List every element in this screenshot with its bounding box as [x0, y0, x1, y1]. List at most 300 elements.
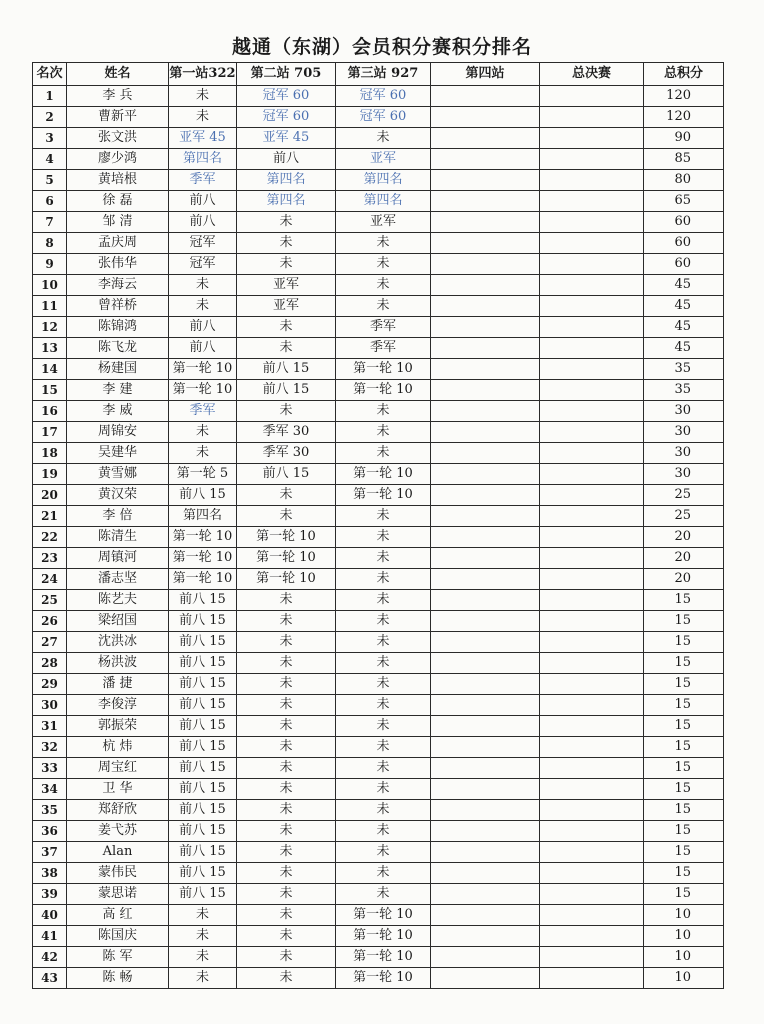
stage-1-cell: 前八 15: [169, 590, 237, 611]
total-cell: 45: [644, 296, 724, 317]
stage-2-cell: 前八: [237, 149, 336, 170]
total-cell: 15: [644, 695, 724, 716]
rank-cell: 7: [33, 212, 67, 233]
stage-1-cell: 前八 15: [169, 485, 237, 506]
total-cell: 15: [644, 800, 724, 821]
rank-cell: 10: [33, 275, 67, 296]
rank-cell: 36: [33, 821, 67, 842]
stage-1-cell: 前八 15: [169, 674, 237, 695]
stage-3-cell: 未: [336, 401, 431, 422]
total-cell: 15: [644, 653, 724, 674]
table-row: [33, 380, 724, 401]
name-cell: 杨建国: [67, 359, 169, 380]
stage-1-cell: 前八 15: [169, 632, 237, 653]
name-cell: 潘志坚: [67, 569, 169, 590]
total-cell: 30: [644, 422, 724, 443]
stage-3-cell: 未: [336, 674, 431, 695]
table-row: [33, 884, 724, 905]
total-cell: 80: [644, 170, 724, 191]
name-cell: 周宝红: [67, 758, 169, 779]
table-row: [33, 212, 724, 233]
stage-2-cell: 未: [237, 947, 336, 968]
total-cell: 15: [644, 758, 724, 779]
stage-3-cell: 季军: [336, 317, 431, 338]
rank-cell: 43: [33, 968, 67, 989]
final-cell: [540, 947, 644, 968]
header-stage-1: 第一站322: [169, 63, 237, 86]
stage-2-cell: 第一轮 10: [237, 548, 336, 569]
name-cell: 吴建华: [67, 443, 169, 464]
stage-1-cell: 第一轮 10: [169, 569, 237, 590]
stage-4-cell: [431, 674, 540, 695]
total-cell: 15: [644, 863, 724, 884]
name-cell: 卫 华: [67, 779, 169, 800]
table-row: [33, 86, 724, 107]
stage-2-cell: 第一轮 10: [237, 527, 336, 548]
total-cell: 15: [644, 821, 724, 842]
stage-3-cell: 第四名: [336, 170, 431, 191]
table-row: [33, 737, 724, 758]
stage-1-cell: 前八 15: [169, 653, 237, 674]
stage-3-cell: 未: [336, 527, 431, 548]
stage-3-cell: 未: [336, 695, 431, 716]
stage-4-cell: [431, 632, 540, 653]
name-cell: 陈锦鸿: [67, 317, 169, 338]
rank-cell: 27: [33, 632, 67, 653]
total-cell: 15: [644, 842, 724, 863]
rank-cell: 1: [33, 86, 67, 107]
stage-4-cell: [431, 275, 540, 296]
stage-2-cell: 未: [237, 212, 336, 233]
stage-2-cell: 未: [237, 926, 336, 947]
name-cell: 杭 炜: [67, 737, 169, 758]
stage-1-cell: 冠军: [169, 254, 237, 275]
stage-2-cell: 未: [237, 737, 336, 758]
total-cell: 10: [644, 968, 724, 989]
final-cell: [540, 275, 644, 296]
name-cell: 徐 磊: [67, 191, 169, 212]
stage-4-cell: [431, 695, 540, 716]
stage-2-cell: 未: [237, 233, 336, 254]
rank-cell: 42: [33, 947, 67, 968]
page-title: 越通（东湖）会员积分赛积分排名: [231, 36, 532, 58]
stage-3-cell: 未: [336, 611, 431, 632]
table-row: [33, 170, 724, 191]
stage-3-cell: 季军: [336, 338, 431, 359]
stage-4-cell: [431, 758, 540, 779]
rank-cell: 20: [33, 485, 67, 506]
stage-4-cell: [431, 86, 540, 107]
stage-1-cell: 第一轮 10: [169, 548, 237, 569]
stage-1-cell: 未: [169, 275, 237, 296]
table-row: [33, 863, 724, 884]
header-stage-4: 第四站: [431, 63, 540, 86]
name-cell: 廖少鸿: [67, 149, 169, 170]
rank-cell: 16: [33, 401, 67, 422]
stage-3-cell: 未: [336, 632, 431, 653]
stage-1-cell: 未: [169, 107, 237, 128]
stage-3-cell: 未: [336, 422, 431, 443]
stage-1-cell: 前八 15: [169, 716, 237, 737]
rank-cell: 40: [33, 905, 67, 926]
final-cell: [540, 863, 644, 884]
final-cell: [540, 737, 644, 758]
rank-cell: 33: [33, 758, 67, 779]
final-cell: [540, 506, 644, 527]
stage-4-cell: [431, 842, 540, 863]
stage-4-cell: [431, 107, 540, 128]
stage-1-cell: 未: [169, 926, 237, 947]
name-cell: 郑舒欣: [67, 800, 169, 821]
stage-2-cell: 未: [237, 695, 336, 716]
header-stage-2: 第二站 705: [237, 63, 336, 86]
stage-4-cell: [431, 968, 540, 989]
name-cell: 李 倍: [67, 506, 169, 527]
stage-2-cell: 亚军: [237, 275, 336, 296]
stage-1-cell: 前八 15: [169, 737, 237, 758]
name-cell: 孟庆周: [67, 233, 169, 254]
stage-4-cell: [431, 128, 540, 149]
rank-cell: 39: [33, 884, 67, 905]
stage-2-cell: 亚军 45: [237, 128, 336, 149]
stage-1-cell: 未: [169, 947, 237, 968]
header-rank: 名次: [33, 63, 67, 86]
final-cell: [540, 653, 644, 674]
rank-cell: 30: [33, 695, 67, 716]
stage-3-cell: 第四名: [336, 191, 431, 212]
name-cell: 张文洪: [67, 128, 169, 149]
table-row: [33, 443, 724, 464]
stage-4-cell: [431, 254, 540, 275]
stage-3-cell: 第一轮 10: [336, 947, 431, 968]
rank-cell: 15: [33, 380, 67, 401]
name-cell: 杨洪波: [67, 653, 169, 674]
final-cell: [540, 569, 644, 590]
stage-1-cell: 前八 15: [169, 779, 237, 800]
stage-4-cell: [431, 170, 540, 191]
name-cell: 周镇河: [67, 548, 169, 569]
stage-3-cell: 第一轮 10: [336, 968, 431, 989]
stage-3-cell: 未: [336, 758, 431, 779]
rank-cell: 38: [33, 863, 67, 884]
stage-3-cell: 未: [336, 506, 431, 527]
stage-1-cell: 未: [169, 422, 237, 443]
name-cell: 陈清生: [67, 527, 169, 548]
stage-3-cell: 未: [336, 590, 431, 611]
final-cell: [540, 443, 644, 464]
header-final: 总决赛: [540, 63, 644, 86]
final-cell: [540, 548, 644, 569]
table-row: [33, 107, 724, 128]
table-row: [33, 821, 724, 842]
stage-2-cell: 未: [237, 968, 336, 989]
final-cell: [540, 926, 644, 947]
rank-cell: 41: [33, 926, 67, 947]
total-cell: 20: [644, 548, 724, 569]
final-cell: [540, 842, 644, 863]
stage-2-cell: 未: [237, 842, 336, 863]
name-cell: 张伟华: [67, 254, 169, 275]
stage-2-cell: 第四名: [237, 191, 336, 212]
name-cell: 高 红: [67, 905, 169, 926]
stage-2-cell: 未: [237, 632, 336, 653]
stage-4-cell: [431, 716, 540, 737]
stage-3-cell: 第一轮 10: [336, 464, 431, 485]
stage-2-cell: 第四名: [237, 170, 336, 191]
stage-2-cell: 未: [237, 254, 336, 275]
final-cell: [540, 359, 644, 380]
final-cell: [540, 485, 644, 506]
total-cell: 45: [644, 275, 724, 296]
name-cell: 陈艺夫: [67, 590, 169, 611]
rank-cell: 23: [33, 548, 67, 569]
stage-2-cell: 前八 15: [237, 380, 336, 401]
header-row: [33, 63, 724, 86]
total-cell: 85: [644, 149, 724, 170]
stage-3-cell: 未: [336, 800, 431, 821]
stage-2-cell: 未: [237, 506, 336, 527]
stage-4-cell: [431, 359, 540, 380]
stage-4-cell: [431, 506, 540, 527]
stage-1-cell: 季军: [169, 170, 237, 191]
total-cell: 15: [644, 611, 724, 632]
final-cell: [540, 338, 644, 359]
name-cell: 陈 畅: [67, 968, 169, 989]
rank-cell: 28: [33, 653, 67, 674]
final-cell: [540, 170, 644, 191]
stage-4-cell: [431, 737, 540, 758]
rank-cell: 11: [33, 296, 67, 317]
final-cell: [540, 464, 644, 485]
stage-2-cell: 季军 30: [237, 422, 336, 443]
stage-3-cell: 未: [336, 884, 431, 905]
stage-1-cell: 前八 15: [169, 863, 237, 884]
table-row: [33, 779, 724, 800]
stage-4-cell: [431, 863, 540, 884]
stage-1-cell: 第一轮 10: [169, 359, 237, 380]
name-cell: 李 威: [67, 401, 169, 422]
stage-2-cell: 未: [237, 401, 336, 422]
stage-1-cell: 前八 15: [169, 884, 237, 905]
stage-3-cell: 第一轮 10: [336, 359, 431, 380]
stage-3-cell: 冠军 60: [336, 86, 431, 107]
stage-2-cell: 第一轮 10: [237, 569, 336, 590]
table-row: [33, 842, 724, 863]
stage-2-cell: 未: [237, 800, 336, 821]
stage-2-cell: 未: [237, 863, 336, 884]
final-cell: [540, 317, 644, 338]
final-cell: [540, 779, 644, 800]
stage-2-cell: 亚军: [237, 296, 336, 317]
table-row: [33, 527, 724, 548]
total-cell: 20: [644, 569, 724, 590]
rank-cell: 32: [33, 737, 67, 758]
final-cell: [540, 968, 644, 989]
name-cell: 郭振荣: [67, 716, 169, 737]
stage-3-cell: 未: [336, 653, 431, 674]
final-cell: [540, 128, 644, 149]
header-stage-3: 第三站 927: [336, 63, 431, 86]
total-cell: 15: [644, 779, 724, 800]
name-cell: 邹 清: [67, 212, 169, 233]
total-cell: 20: [644, 527, 724, 548]
stage-2-cell: 冠军 60: [237, 107, 336, 128]
total-cell: 30: [644, 401, 724, 422]
stage-3-cell: 未: [336, 569, 431, 590]
total-cell: 65: [644, 191, 724, 212]
name-cell: 黄雪娜: [67, 464, 169, 485]
final-cell: [540, 758, 644, 779]
name-cell: 周锦安: [67, 422, 169, 443]
stage-3-cell: 亚军: [336, 212, 431, 233]
header-name: 姓名: [67, 63, 169, 86]
table-row: [33, 632, 724, 653]
table-row: [33, 359, 724, 380]
rank-cell: 13: [33, 338, 67, 359]
stage-2-cell: 未: [237, 485, 336, 506]
rank-cell: 12: [33, 317, 67, 338]
rank-cell: 21: [33, 506, 67, 527]
stage-4-cell: [431, 380, 540, 401]
stage-3-cell: 第一轮 10: [336, 926, 431, 947]
rank-cell: 26: [33, 611, 67, 632]
stage-2-cell: 前八 15: [237, 464, 336, 485]
name-cell: 黄培根: [67, 170, 169, 191]
total-cell: 120: [644, 107, 724, 128]
stage-4-cell: [431, 884, 540, 905]
rank-cell: 3: [33, 128, 67, 149]
final-cell: [540, 254, 644, 275]
stage-4-cell: [431, 611, 540, 632]
table-row: [33, 191, 724, 212]
rank-cell: 5: [33, 170, 67, 191]
table-row: [33, 611, 724, 632]
stage-3-cell: 未: [336, 443, 431, 464]
table-row: [33, 716, 724, 737]
stage-2-cell: 未: [237, 758, 336, 779]
stage-4-cell: [431, 569, 540, 590]
stage-1-cell: 冠军: [169, 233, 237, 254]
stage-1-cell: 未: [169, 443, 237, 464]
stage-2-cell: 未: [237, 590, 336, 611]
total-cell: 45: [644, 317, 724, 338]
table-row: [33, 296, 724, 317]
stage-4-cell: [431, 149, 540, 170]
stage-4-cell: [431, 926, 540, 947]
name-cell: Alan: [67, 842, 169, 863]
stage-4-cell: [431, 485, 540, 506]
name-cell: 潘 捷: [67, 674, 169, 695]
stage-4-cell: [431, 422, 540, 443]
stage-2-cell: 未: [237, 905, 336, 926]
stage-2-cell: 未: [237, 779, 336, 800]
stage-4-cell: [431, 401, 540, 422]
stage-1-cell: 前八 15: [169, 800, 237, 821]
stage-2-cell: 未: [237, 317, 336, 338]
final-cell: [540, 422, 644, 443]
stage-1-cell: 未: [169, 968, 237, 989]
final-cell: [540, 527, 644, 548]
table-row: [33, 254, 724, 275]
final-cell: [540, 590, 644, 611]
stage-4-cell: [431, 191, 540, 212]
table-row: [33, 464, 724, 485]
stage-1-cell: 前八 15: [169, 695, 237, 716]
stage-3-cell: 未: [336, 275, 431, 296]
table-row: [33, 401, 724, 422]
name-cell: 李俊淳: [67, 695, 169, 716]
stage-1-cell: 亚军 45: [169, 128, 237, 149]
final-cell: [540, 296, 644, 317]
rank-cell: 14: [33, 359, 67, 380]
table-row: [33, 800, 724, 821]
stage-3-cell: 未: [336, 863, 431, 884]
name-cell: 蒙伟民: [67, 863, 169, 884]
total-cell: 120: [644, 86, 724, 107]
rank-cell: 35: [33, 800, 67, 821]
stage-1-cell: 前八 15: [169, 842, 237, 863]
final-cell: [540, 716, 644, 737]
name-cell: 黄汉荣: [67, 485, 169, 506]
stage-4-cell: [431, 653, 540, 674]
stage-4-cell: [431, 338, 540, 359]
stage-1-cell: 第一轮 5: [169, 464, 237, 485]
stage-4-cell: [431, 947, 540, 968]
final-cell: [540, 695, 644, 716]
total-cell: 90: [644, 128, 724, 149]
stage-3-cell: 未: [336, 548, 431, 569]
table-row: [33, 590, 724, 611]
total-cell: 60: [644, 254, 724, 275]
table-row: [33, 653, 724, 674]
total-cell: 60: [644, 233, 724, 254]
table-row: [33, 674, 724, 695]
total-cell: 30: [644, 443, 724, 464]
table-row: [33, 548, 724, 569]
stage-2-cell: 未: [237, 716, 336, 737]
stage-4-cell: [431, 296, 540, 317]
stage-4-cell: [431, 548, 540, 569]
stage-4-cell: [431, 800, 540, 821]
stage-3-cell: 未: [336, 254, 431, 275]
final-cell: [540, 821, 644, 842]
total-cell: 45: [644, 338, 724, 359]
stage-2-cell: 冠军 60: [237, 86, 336, 107]
final-cell: [540, 800, 644, 821]
table-row: [33, 233, 724, 254]
table-row: [33, 695, 724, 716]
total-cell: 15: [644, 884, 724, 905]
stage-3-cell: 未: [336, 737, 431, 758]
stage-4-cell: [431, 464, 540, 485]
ranking-table: [32, 62, 724, 989]
table-row: [33, 275, 724, 296]
total-cell: 15: [644, 674, 724, 695]
stage-1-cell: 未: [169, 86, 237, 107]
name-cell: 陈 军: [67, 947, 169, 968]
table-row: [33, 968, 724, 989]
final-cell: [540, 632, 644, 653]
stage-1-cell: 未: [169, 905, 237, 926]
stage-1-cell: 前八 15: [169, 611, 237, 632]
stage-2-cell: 前八 15: [237, 359, 336, 380]
stage-1-cell: 前八 15: [169, 821, 237, 842]
name-cell: 沈洪冰: [67, 632, 169, 653]
stage-1-cell: 前八 15: [169, 758, 237, 779]
stage-1-cell: 季军: [169, 401, 237, 422]
final-cell: [540, 611, 644, 632]
table-row: [33, 926, 724, 947]
